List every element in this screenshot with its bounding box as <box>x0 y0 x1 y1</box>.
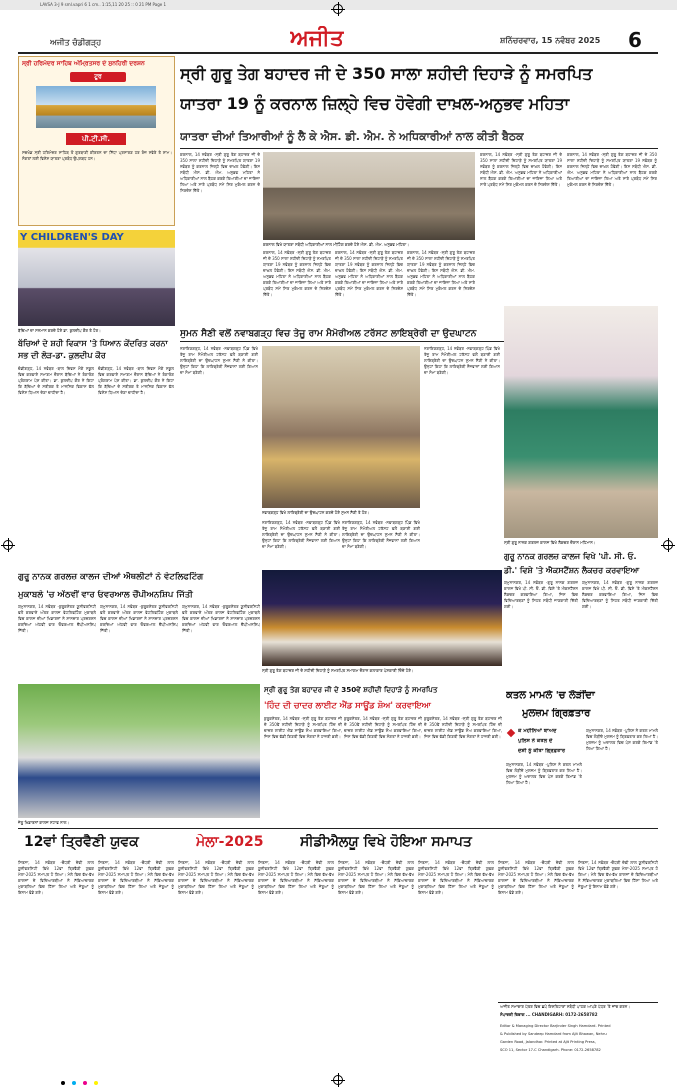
mela-body-4: ਸਿਰਸਾ, 14 ਨਵੰਬਰ -ਚੌਧਰੀ ਦੇਵੀ ਲਾਲ ਯੂਨੀਵਰਸਿਟੀ ਵਿਖੇ 12ਵਾਂ ਤ੍ਰਿਵੈਣੀ ਯੁਵਕ ਮੇਲਾ-2025 ਸਮਾਪਤ ਹੋ ਗਿਆ। ਮੇਲੇ ਵਿਚ ਵੱਖ-ਵੱਖ ਕਾਲਜਾਂ ਦੇ ਵਿਦਿਆਰਥੀਆਂ ਨੇ ਸੱਭਿਆਚਾਰਕ ਮੁਕਾਬਲਿਆਂ ਵਿਚ ਹਿੱਸਾ ਲਿਆ ਅਤੇ ਜੇਤੂਆਂ ਨੂੰ ਇਨਾਮ ਵੰਡੇ ਗਏ। <box>258 860 334 895</box>
lead-body-col-4: ਕਰਨਾਲ, 14 ਨਵੰਬਰ -ਸ੍ਰੀ ਗੁਰੂ ਤੇਗ ਬਹਾਦਰ ਜੀ ਦੇ 350 ਸਾਲਾ ਸ਼ਹੀਦੀ ਦਿਹਾੜੇ ਨੂੰ ਸਮਰਪਿਤ ਯਾਤਰਾ 19 ਨਵੰਬਰ ਨੂੰ ਕਰਨਾਲ ਜ਼ਿਲ੍ਹੇ ਵਿਚ ਦਾਖ਼ਲ ਹੋਵੇਗੀ। ਇਸ ਸਬੰਧੀ ਐਸ. ਡੀ. ਐਮ. ਅਨੁਭਵ ਮਹਿਤਾ ਨੇ ਅਧਿਕਾਰੀਆਂ ਨਾਲ ਬੈਠਕ ਕਰਕੇ ਤਿਆਰੀਆਂ ਦਾ ਜਾਇਜ਼ਾ ਲਿਆ ਅਤੇ ਸਾਰੇ ਪ੍ਰਬੰਧ ਸਮੇਂ ਸਿਰ ਮੁਕੰਮਲ ਕਰਨ ਦੇ ਨਿਰਦੇਸ਼ ਦਿੱਤੇ। <box>407 250 475 297</box>
show-body-2: ਕੁਰੂਕਸ਼ੇਤਰ, 14 ਨਵੰਬਰ -ਸ੍ਰੀ ਗੁਰੂ ਤੇਗ ਬਹਾਦਰ ਜੀ ਦੇ 350ਵੇਂ ਸ਼ਹੀਦੀ ਦਿਹਾੜੇ ਨੂੰ ਸਮਰਪਿਤ ਹਿੰਦ ਦੀ ਚਾਦਰ ਲਾਈਟ ਐਂਡ ਸਾਊਂਡ ਸ਼ੋਅ ਕਰਵਾਇਆ ਗਿਆ, ਜਿਸ ਵਿਚ ਵੱਡੀ ਗਿਣਤੀ ਵਿਚ ਸੰਗਤਾਂ ਨੇ ਹਾਜ਼ਰੀ ਭਰੀ। <box>344 716 422 739</box>
weightlifting-body-2: ਯਮੁਨਾਨਗਰ, 14 ਨਵੰਬਰ -ਕੁਰੂਕਸ਼ੇਤਰ ਯੂਨੀਵਰਸਿਟੀ ਵਲੋਂ ਕਰਵਾਏ ਅੰਤਰ ਕਾਲਜ ਵੇਟਲਿਫਟਿੰਗ ਮੁਕਾਬਲੇ ਵਿਚ ਕਾਲਜ ਦੀਆਂ ਖਿਡਾਰਨਾਂ ਨੇ ਸ਼ਾਨਦਾਰ ਪ੍ਰਦਰਸ਼ਨ ਕਰਦਿਆਂ ਅੱਠਵੀਂ ਵਾਰ ਓਵਰਆਲ ਚੈਂਪੀਅਨਸ਼ਿਪ ਜਿੱਤੀ। <box>100 604 178 633</box>
mela-top-rule <box>18 828 658 829</box>
lead-subhead-rule <box>180 148 658 149</box>
murder-body-1: ਯਮੁਨਾਨਗਰ, 14 ਨਵੰਬਰ -ਪੁਲਿਸ ਨੇ ਕਤਲ ਮਾਮਲੇ ਵਿਚ ਲੋੜੀਂਦੇ ਮੁਲਜ਼ਮ ਨੂੰ ਗ੍ਰਿਫ਼ਤਾਰ ਕਰ ਲਿਆ ਹੈ। ਮੁਲਜ਼ਮ ਨੂੰ ਅਦਾਲਤ ਵਿਚ ਪੇਸ਼ ਕਰਕੇ ਰਿਮਾਂਡ 'ਤੇ ਲਿਆ ਗਿਆ ਹੈ। <box>506 762 582 785</box>
registration-mark-left <box>3 540 13 550</box>
imprint-line-3: Garden Road, Jalandhar. Printed at Ajit Printing Press, <box>500 1040 596 1044</box>
show-headline-1: ਸ੍ਰੀ ਗੁਰੂ ਤੇਗ ਬਹਾਦਰ ਜੀ ਦੇ 350ਵੇਂ ਸ਼ਹੀਦੀ ਦਿਹਾੜੇ ਨੂੰ ਸਮਰਪਿਤ <box>264 685 438 694</box>
childrens-day-body-2: ਚੰਡੀਗੜ੍ਹ, 14 ਨਵੰਬਰ -ਬਾਲ ਦਿਵਸ ਮੌਕੇ ਸਕੂਲ ਵਿਚ ਕਰਵਾਏ ਸਮਾਗਮ ਦੌਰਾਨ ਬੱਚਿਆਂ ਨੇ ਰੰਗਾਰੰਗ ਪ੍ਰੋਗਰਾਮ ਪੇਸ਼ ਕੀਤਾ। ਡਾ. ਕੁਲਦੀਪ ਕੌਰ ਨੇ ਕਿਹਾ ਕਿ ਬੱਚਿਆਂ ਦੇ ਸਰੀਰਕ ਤੇ ਮਾਨਸਿਕ ਵਿਕਾਸ ਵੱਲ ਵਿਸ਼ੇਸ਼ ਧਿਆਨ ਦੇਣਾ ਚਾਹੀਦਾ ਹੈ। <box>98 366 174 395</box>
weightlifting-headline-2: ਮੁਕਾਬਲੇ 'ਚ ਅੱਠਵੀਂ ਵਾਰ ਓਵਰਆਲ ਚੈਂਪੀਅਨਸ਼ਿਪ ਜਿੱਤੀ <box>18 590 193 600</box>
lead-body-col-5: ਕਰਨਾਲ, 14 ਨਵੰਬਰ -ਸ੍ਰੀ ਗੁਰੂ ਤੇਗ ਬਹਾਦਰ ਜੀ ਦੇ 350 ਸਾਲਾ ਸ਼ਹੀਦੀ ਦਿਹਾੜੇ ਨੂੰ ਸਮਰਪਿਤ ਯਾਤਰਾ 19 ਨਵੰਬਰ ਨੂੰ ਕਰਨਾਲ ਜ਼ਿਲ੍ਹੇ ਵਿਚ ਦਾਖ਼ਲ ਹੋਵੇਗੀ। ਇਸ ਸਬੰਧੀ ਐਸ. ਡੀ. ਐਮ. ਅਨੁਭਵ ਮਹਿਤਾ ਨੇ ਅਧਿਕਾਰੀਆਂ ਨਾਲ ਬੈਠਕ ਕਰਕੇ ਤਿਆਰੀਆਂ ਦਾ ਜਾਇਜ਼ਾ ਲਿਆ ਅਤੇ ਸਾਰੇ ਪ੍ਰਬੰਧ ਸਮੇਂ ਸਿਰ ਮੁਕੰਮਲ ਕਰਨ ਦੇ ਨਿਰਦੇਸ਼ ਦਿੱਤੇ। <box>480 152 562 187</box>
imprint-line-1: Editor & Managing Director Barjinder Singh Hamdard. Printed <box>500 1024 611 1028</box>
mela-body-8: ਸਿਰਸਾ, 14 ਨਵੰਬਰ -ਚੌਧਰੀ ਦੇਵੀ ਲਾਲ ਯੂਨੀਵਰਸਿਟੀ ਵਿਖੇ 12ਵਾਂ ਤ੍ਰਿਵੈਣੀ ਯੁਵਕ ਮੇਲਾ-2025 ਸਮਾਪਤ ਹੋ ਗਿਆ। ਮੇਲੇ ਵਿਚ ਵੱਖ-ਵੱਖ ਕਾਲਜਾਂ ਦੇ ਵਿਦਿਆਰਥੀਆਂ ਨੇ ਸੱਭਿਆਚਾਰਕ ਮੁਕਾਬਲਿਆਂ ਵਿਚ ਹਿੱਸਾ ਲਿਆ ਅਤੇ ਜੇਤੂਆਂ ਨੂੰ ਇਨਾਮ ਵੰਡੇ ਗਏ। <box>578 860 658 889</box>
swatch-magenta <box>83 1081 87 1085</box>
show-caption: ਸ੍ਰੀ ਗੁਰੂ ਤੇਗ ਬਹਾਦਰ ਜੀ ਦੇ ਸ਼ਹੀਦੀ ਦਿਹਾੜੇ ਨੂੰ ਸਮਰਪਿਤ ਸਮਾਗਮ ਦੌਰਾਨ ਕਲਾਕਾਰ ਪੇਸ਼ਕਾਰੀ ਦਿੰਦੇ ਹੋਏ। <box>262 668 414 673</box>
lead-meeting-photo <box>263 152 475 240</box>
library-body-4: ਨਰਾਇਣਗੜ੍ਹ, 14 ਨਵੰਬਰ -ਨਵਾਬਗੜ੍ਹ ਪਿੰਡ ਵਿਖੇ ਤੇਜੂ ਰਾਮ ਮੈਮੋਰੀਅਲ ਟਰੱਸਟ ਵਲੋਂ ਬਣਾਈ ਗਈ ਲਾਇਬ੍ਰੇਰੀ ਦਾ ਉਦਘਾਟਨ ਸੁਮਨ ਸੈਣੀ ਨੇ ਕੀਤਾ। ਉਨ੍ਹਾਂ ਕਿਹਾ ਕਿ ਲਾਇਬ੍ਰੇਰੀ ਨੌਜਵਾਨਾਂ ਲਈ ਗਿਆਨ ਦਾ ਸੋਮਾ ਬਣੇਗੀ। <box>424 346 500 375</box>
ad-body: ਸਚਖੰਡ ਸ੍ਰੀ ਹਰਿਮੰਦਰ ਸਾਹਿਬ ਤੋਂ ਗੁਰਬਾਣੀ ਕੀਰਤਨ ਦਾ ਸਿੱਧਾ ਪ੍ਰਸਾਰਣ ਹਰ ਰੋਜ਼ ਸਵੇਰੇ ਤੇ ਸ਼ਾਮ। ਸੰਗਤਾਂ ਲਈ ਵਿਸ਼ੇਸ਼ ਯਾਤਰਾ ਪ੍ਰਬੰਧ ਉਪਲਬਧ ਹਨ। <box>22 150 172 161</box>
registration-mark-right <box>663 540 673 550</box>
show-stage-photo <box>262 570 502 666</box>
mela-headline-mid: ਮੇਲਾ-2025 <box>196 834 264 850</box>
murder-bullet-2: ਪੁਲਿਸ ਨੇ ਕਤਲ ਦੇ <box>518 738 553 744</box>
edition-label: ਅਜੀਤ ਚੰਡੀਗੜ੍ਹ <box>50 38 102 47</box>
mela-body-1: ਸਿਰਸਾ, 14 ਨਵੰਬਰ -ਚੌਧਰੀ ਦੇਵੀ ਲਾਲ ਯੂਨੀਵਰਸਿਟੀ ਵਿਖੇ 12ਵਾਂ ਤ੍ਰਿਵੈਣੀ ਯੁਵਕ ਮੇਲਾ-2025 ਸਮਾਪਤ ਹੋ ਗਿਆ। ਮੇਲੇ ਵਿਚ ਵੱਖ-ਵੱਖ ਕਾਲਜਾਂ ਦੇ ਵਿਦਿਆਰਥੀਆਂ ਨੇ ਸੱਭਿਆਚਾਰਕ ਮੁਕਾਬਲਿਆਂ ਵਿਚ ਹਿੱਸਾ ਲਿਆ ਅਤੇ ਜੇਤੂਆਂ ਨੂੰ ਇਨਾਮ ਵੰਡੇ ਗਏ। <box>18 860 94 895</box>
mela-body-7: ਸਿਰਸਾ, 14 ਨਵੰਬਰ -ਚੌਧਰੀ ਦੇਵੀ ਲਾਲ ਯੂਨੀਵਰਸਿਟੀ ਵਿਖੇ 12ਵਾਂ ਤ੍ਰਿਵੈਣੀ ਯੁਵਕ ਮੇਲਾ-2025 ਸਮਾਪਤ ਹੋ ਗਿਆ। ਮੇਲੇ ਵਿਚ ਵੱਖ-ਵੱਖ ਕਾਲਜਾਂ ਦੇ ਵਿਦਿਆਰਥੀਆਂ ਨੇ ਸੱਭਿਆਚਾਰਕ ਮੁਕਾਬਲਿਆਂ ਵਿਚ ਹਿੱਸਾ ਲਿਆ ਅਤੇ ਜੇਤੂਆਂ ਨੂੰ ਇਨਾਮ ਵੰਡੇ ਗਏ। <box>498 860 574 895</box>
ad-badge-text: ਟੂਰ <box>94 73 102 80</box>
weightlifting-photo <box>18 684 260 818</box>
ad-badge <box>70 72 126 82</box>
pcs-lecture-caption: ਸ੍ਰੀ ਗੁਰੂ ਨਾਨਕ ਗਰਲਜ਼ ਕਾਲਜ ਵਿਖੇ ਲੈਕਚਰ ਦੌਰਾਨ ਮਹਿਮਾਨ। <box>504 540 596 545</box>
printer-strip-text: LAVSA 3-J 9 sml.vapri 6 1 cm.. 1:15,11 20 25 :: 0 21 PM Page 1 <box>40 2 167 7</box>
imprint-line-4: SCO 11, Sector 17-C Chandigarh. Phone: 0172-2658782 <box>500 1048 601 1052</box>
imprint-contact: ਸੰਪਾਦਕੀ ਵਿਭਾਗ ... CHANDIGARH: 0172-2658782 <box>500 1012 598 1017</box>
lead-photo-caption: ਕਰਨਾਲ ਵਿਖੇ ਯਾਤਰਾ ਸਬੰਧੀ ਅਧਿਕਾਰੀਆਂ ਨਾਲ ਮੀਟਿੰਗ ਕਰਦੇ ਹੋਏ ਐਸ. ਡੀ. ਐਮ. ਅਨੁਭਵ ਮਹਿਤਾ। <box>263 242 409 247</box>
mela-body-2: ਸਿਰਸਾ, 14 ਨਵੰਬਰ -ਚੌਧਰੀ ਦੇਵੀ ਲਾਲ ਯੂਨੀਵਰਸਿਟੀ ਵਿਖੇ 12ਵਾਂ ਤ੍ਰਿਵੈਣੀ ਯੁਵਕ ਮੇਲਾ-2025 ਸਮਾਪਤ ਹੋ ਗਿਆ। ਮੇਲੇ ਵਿਚ ਵੱਖ-ਵੱਖ ਕਾਲਜਾਂ ਦੇ ਵਿਦਿਆਰਥੀਆਂ ਨੇ ਸੱਭਿਆਚਾਰਕ ਮੁਕਾਬਲਿਆਂ ਵਿਚ ਹਿੱਸਾ ਲਿਆ ਅਤੇ ਜੇਤੂਆਂ ਨੂੰ ਇਨਾਮ ਵੰਡੇ ਗਏ। <box>98 860 174 895</box>
childrens-day-body-1: ਚੰਡੀਗੜ੍ਹ, 14 ਨਵੰਬਰ -ਬਾਲ ਦਿਵਸ ਮੌਕੇ ਸਕੂਲ ਵਿਚ ਕਰਵਾਏ ਸਮਾਗਮ ਦੌਰਾਨ ਬੱਚਿਆਂ ਨੇ ਰੰਗਾਰੰਗ ਪ੍ਰੋਗਰਾਮ ਪੇਸ਼ ਕੀਤਾ। ਡਾ. ਕੁਲਦੀਪ ਕੌਰ ਨੇ ਕਿਹਾ ਕਿ ਬੱਚਿਆਂ ਦੇ ਸਰੀਰਕ ਤੇ ਮਾਨਸਿਕ ਵਿਕਾਸ ਵੱਲ ਵਿਸ਼ੇਸ਼ ਧਿਆਨ ਦੇਣਾ ਚਾਹੀਦਾ ਹੈ। <box>18 366 94 395</box>
lead-body-col-1: ਕਰਨਾਲ, 14 ਨਵੰਬਰ -ਸ੍ਰੀ ਗੁਰੂ ਤੇਗ ਬਹਾਦਰ ਜੀ ਦੇ 350 ਸਾਲਾ ਸ਼ਹੀਦੀ ਦਿਹਾੜੇ ਨੂੰ ਸਮਰਪਿਤ ਯਾਤਰਾ 19 ਨਵੰਬਰ ਨੂੰ ਕਰਨਾਲ ਜ਼ਿਲ੍ਹੇ ਵਿਚ ਦਾਖ਼ਲ ਹੋਵੇਗੀ। ਇਸ ਸਬੰਧੀ ਐਸ. ਡੀ. ਐਮ. ਅਨੁਭਵ ਮਹਿਤਾ ਨੇ ਅਧਿਕਾਰੀਆਂ ਨਾਲ ਬੈਠਕ ਕਰਕੇ ਤਿਆਰੀਆਂ ਦਾ ਜਾਇਜ਼ਾ ਲਿਆ ਅਤੇ ਸਾਰੇ ਪ੍ਰਬੰਧ ਸਮੇਂ ਸਿਰ ਮੁਕੰਮਲ ਕਰਨ ਦੇ ਨਿਰਦੇਸ਼ ਦਿੱਤੇ। <box>180 152 260 193</box>
lead-headline-2: ਯਾਤਰਾ 19 ਨੂੰ ਕਰਨਾਲ ਜ਼ਿਲ੍ਹੇ ਵਿਚ ਹੋਵੇਗੀ ਦਾਖ਼ਲ-ਅਨੁਭਵ ਮਹਿਤਾ <box>180 94 570 113</box>
childrens-day-headline-text: ਬੱਚਿਆਂ ਦੇ ਸ਼ਹੀ ਵਿਕਾਸ 'ਤੇ ਧਿਆਨ ਕੇਂਦਰਿਤ ਕਰਨਾ ਸਭ ਦੀ ਲੋੜ-ਡਾ. ਕੁਲਦੀਪ ਕੌਰ <box>18 339 168 360</box>
ad-title: ਸ੍ਰੀ ਹਰਿਮੰਦਰ ਸਾਹਿਬ ਅੰਮ੍ਰਿਤਸਰ ਦੇ ਸੁਨਹਿਰੀ ਦਰਸ਼ਨ <box>22 60 145 67</box>
masthead-title: ਅਜੀਤ <box>290 26 344 51</box>
page-number: 6 <box>628 28 642 52</box>
mela-headline-right: ਸੀਡੀਐਲਯੂ ਵਿਖੇ ਹੋਇਆ ਸਮਾਪਤ <box>300 834 472 850</box>
childrens-day-caption: ਬੱਚਿਆਂ ਦਾ ਸਨਮਾਨ ਕਰਦੇ ਹੋਏ ਡਾ. ਕੁਲਦੀਪ ਕੌਰ ਤੇ ਹੋਰ। <box>18 328 101 333</box>
library-body-2: ਨਰਾਇਣਗੜ੍ਹ, 14 ਨਵੰਬਰ -ਨਵਾਬਗੜ੍ਹ ਪਿੰਡ ਵਿਖੇ ਤੇਜੂ ਰਾਮ ਮੈਮੋਰੀਅਲ ਟਰੱਸਟ ਵਲੋਂ ਬਣਾਈ ਗਈ ਲਾਇਬ੍ਰੇਰੀ ਦਾ ਉਦਘਾਟਨ ਸੁਮਨ ਸੈਣੀ ਨੇ ਕੀਤਾ। ਉਨ੍ਹਾਂ ਕਿਹਾ ਕਿ ਲਾਇਬ੍ਰੇਰੀ ਨੌਜਵਾਨਾਂ ਲਈ ਗਿਆਨ ਦਾ ਸੋਮਾ ਬਣੇਗੀ। <box>262 520 340 549</box>
lead-body-col-6: ਕਰਨਾਲ, 14 ਨਵੰਬਰ -ਸ੍ਰੀ ਗੁਰੂ ਤੇਗ ਬਹਾਦਰ ਜੀ ਦੇ 350 ਸਾਲਾ ਸ਼ਹੀਦੀ ਦਿਹਾੜੇ ਨੂੰ ਸਮਰਪਿਤ ਯਾਤਰਾ 19 ਨਵੰਬਰ ਨੂੰ ਕਰਨਾਲ ਜ਼ਿਲ੍ਹੇ ਵਿਚ ਦਾਖ਼ਲ ਹੋਵੇਗੀ। ਇਸ ਸਬੰਧੀ ਐਸ. ਡੀ. ਐਮ. ਅਨੁਭਵ ਮਹਿਤਾ ਨੇ ਅਧਿਕਾਰੀਆਂ ਨਾਲ ਬੈਠਕ ਕਰਕੇ ਤਿਆਰੀਆਂ ਦਾ ਜਾਇਜ਼ਾ ਲਿਆ ਅਤੇ ਸਾਰੇ ਪ੍ਰਬੰਧ ਸਮੇਂ ਸਿਰ ਮੁਕੰਮਲ ਕਰਨ ਦੇ ਨਿਰਦੇਸ਼ ਦਿੱਤੇ। <box>567 152 657 187</box>
weightlifting-body-1: ਯਮੁਨਾਨਗਰ, 14 ਨਵੰਬਰ -ਕੁਰੂਕਸ਼ੇਤਰ ਯੂਨੀਵਰਸਿਟੀ ਵਲੋਂ ਕਰਵਾਏ ਅੰਤਰ ਕਾਲਜ ਵੇਟਲਿਫਟਿੰਗ ਮੁਕਾਬਲੇ ਵਿਚ ਕਾਲਜ ਦੀਆਂ ਖਿਡਾਰਨਾਂ ਨੇ ਸ਼ਾਨਦਾਰ ਪ੍ਰਦਰਸ਼ਨ ਕਰਦਿਆਂ ਅੱਠਵੀਂ ਵਾਰ ਓਵਰਆਲ ਚੈਂਪੀਅਨਸ਼ਿਪ ਜਿੱਤੀ। <box>18 604 96 633</box>
show-body-3: ਕੁਰੂਕਸ਼ੇਤਰ, 14 ਨਵੰਬਰ -ਸ੍ਰੀ ਗੁਰੂ ਤੇਗ ਬਹਾਦਰ ਜੀ ਦੇ 350ਵੇਂ ਸ਼ਹੀਦੀ ਦਿਹਾੜੇ ਨੂੰ ਸਮਰਪਿਤ ਹਿੰਦ ਦੀ ਚਾਦਰ ਲਾਈਟ ਐਂਡ ਸਾਊਂਡ ਸ਼ੋਅ ਕਰਵਾਇਆ ਗਿਆ, ਜਿਸ ਵਿਚ ਵੱਡੀ ਗਿਣਤੀ ਵਿਚ ਸੰਗਤਾਂ ਨੇ ਹਾਜ਼ਰੀ ਭਰੀ। <box>424 716 502 739</box>
murder-headline-2: ਮੁਲਜ਼ਮ ਗ੍ਰਿਫ਼ਤਾਰ <box>522 708 591 719</box>
weightlifting-body-3: ਯਮੁਨਾਨਗਰ, 14 ਨਵੰਬਰ -ਕੁਰੂਕਸ਼ੇਤਰ ਯੂਨੀਵਰਸਿਟੀ ਵਲੋਂ ਕਰਵਾਏ ਅੰਤਰ ਕਾਲਜ ਵੇਟਲਿਫਟਿੰਗ ਮੁਕਾਬਲੇ ਵਿਚ ਕਾਲਜ ਦੀਆਂ ਖਿਡਾਰਨਾਂ ਨੇ ਸ਼ਾਨਦਾਰ ਪ੍ਰਦਰਸ਼ਨ ਕਰਦਿਆਂ ਅੱਠਵੀਂ ਵਾਰ ਓਵਰਆਲ ਚੈਂਪੀਅਨਸ਼ਿਪ ਜਿੱਤੀ। <box>182 604 260 633</box>
pcs-lecture-headline-1: ਗੁਰੂ ਨਾਨਕ ਗਰਲਜ਼ ਕਾਲਜ ਵਿਖੇ 'ਪੀ. ਸੀ. ਓ. <box>504 552 637 561</box>
mela-headline-left: 12ਵਾਂ ਤ੍ਰਿਵੈਣੀ ਯੁਵਕ <box>24 834 139 850</box>
registration-mark-top <box>333 4 343 14</box>
library-headline: ਸੁਮਨ ਸੈਣੀ ਵਲੋਂ ਨਵਾਬਗੜ੍ਹ ਵਿਚ ਤੇਜੂ ਰਾਮ ਮੈਮੋਰੀਅਲ ਟਰੱਸਟ ਲਾਇਬ੍ਰੇਰੀ ਦਾ ਉਦਘਾਟਨ <box>180 328 477 339</box>
murder-headline-1: ਕਤਲ ਮਾਮਲੇ 'ਚ ਲੋੜੀਂਦਾ <box>506 690 595 701</box>
ad-brand-box <box>66 133 126 145</box>
issue-date: ਸ਼ਨਿੱਚਰਵਾਰ, 15 ਨਵੰਬਰ 2025 <box>500 36 601 45</box>
pcs-lecture-photo <box>504 306 658 538</box>
pcs-lecture-headline-2: ਡੀ.' ਵਿਸ਼ੇ 'ਤੇ ਐਕਸਟੈਂਸ਼ਨ ਲੈਕਚਰ ਕਰਵਾਇਆ <box>504 566 640 575</box>
mela-body-5: ਸਿਰਸਾ, 14 ਨਵੰਬਰ -ਚੌਧਰੀ ਦੇਵੀ ਲਾਲ ਯੂਨੀਵਰਸਿਟੀ ਵਿਖੇ 12ਵਾਂ ਤ੍ਰਿਵੈਣੀ ਯੁਵਕ ਮੇਲਾ-2025 ਸਮਾਪਤ ਹੋ ਗਿਆ। ਮੇਲੇ ਵਿਚ ਵੱਖ-ਵੱਖ ਕਾਲਜਾਂ ਦੇ ਵਿਦਿਆਰਥੀਆਂ ਨੇ ਸੱਭਿਆਚਾਰਕ ਮੁਕਾਬਲਿਆਂ ਵਿਚ ਹਿੱਸਾ ਲਿਆ ਅਤੇ ਜੇਤੂਆਂ ਨੂੰ ਇਨਾਮ ਵੰਡੇ ਗਏ। <box>338 860 414 895</box>
swatch-yellow <box>94 1081 98 1085</box>
lead-subhead: ਯਾਤਰਾ ਦੀਆਂ ਤਿਆਰੀਆਂ ਨੂੰ ਲੈ ਕੇ ਐਸ. ਡੀ. ਐਮ. ਨੇ ਅਧਿਕਾਰੀਆਂ ਨਾਲ ਕੀਤੀ ਬੈਠਕ <box>180 130 524 143</box>
imprint-line-2: & Published by Sandeep Hamdard from Ajit Bhawan, Nehru <box>500 1032 607 1036</box>
show-body-1: ਕੁਰੂਕਸ਼ੇਤਰ, 14 ਨਵੰਬਰ -ਸ੍ਰੀ ਗੁਰੂ ਤੇਗ ਬਹਾਦਰ ਜੀ ਦੇ 350ਵੇਂ ਸ਼ਹੀਦੀ ਦਿਹਾੜੇ ਨੂੰ ਸਮਰਪਿਤ ਹਿੰਦ ਦੀ ਚਾਦਰ ਲਾਈਟ ਐਂਡ ਸਾਊਂਡ ਸ਼ੋਅ ਕਰਵਾਇਆ ਗਿਆ, ਜਿਸ ਵਿਚ ਵੱਡੀ ਗਿਣਤੀ ਵਿਚ ਸੰਗਤਾਂ ਨੇ ਹਾਜ਼ਰੀ ਭਰੀ। <box>264 716 342 739</box>
pcs-lecture-body-2: ਯਮੁਨਾਨਗਰ, 14 ਨਵੰਬਰ -ਗੁਰੂ ਨਾਨਕ ਗਰਲਜ਼ ਕਾਲਜ ਵਿਖੇ ਪੀ. ਸੀ. ਓ. ਡੀ. ਵਿਸ਼ੇ 'ਤੇ ਐਕਸਟੈਂਸ਼ਨ ਲੈਕਚਰ ਕਰਵਾਇਆ ਗਿਆ, ਜਿਸ ਵਿਚ ਵਿਦਿਆਰਥਣਾਂ ਨੂੰ ਸਿਹਤ ਸਬੰਧੀ ਜਾਣਕਾਰੀ ਦਿੱਤੀ ਗਈ। <box>582 580 658 609</box>
childrens-day-banner: Y CHILDREN'S DAY <box>20 232 124 243</box>
murder-bullet-icon <box>507 729 515 737</box>
childrens-day-headline <box>18 338 175 362</box>
library-caption: ਨਵਾਬਗੜ੍ਹ ਵਿਖੇ ਲਾਇਬ੍ਰੇਰੀ ਦਾ ਉਦਘਾਟਨ ਕਰਦੇ ਹੋਏ ਸੁਮਨ ਸੈਣੀ ਤੇ ਹੋਰ। <box>262 510 370 515</box>
masthead-rule <box>18 52 658 54</box>
mela-body-3: ਸਿਰਸਾ, 14 ਨਵੰਬਰ -ਚੌਧਰੀ ਦੇਵੀ ਲਾਲ ਯੂਨੀਵਰਸਿਟੀ ਵਿਖੇ 12ਵਾਂ ਤ੍ਰਿਵੈਣੀ ਯੁਵਕ ਮੇਲਾ-2025 ਸਮਾਪਤ ਹੋ ਗਿਆ। ਮੇਲੇ ਵਿਚ ਵੱਖ-ਵੱਖ ਕਾਲਜਾਂ ਦੇ ਵਿਦਿਆਰਥੀਆਂ ਨੇ ਸੱਭਿਆਚਾਰਕ ਮੁਕਾਬਲਿਆਂ ਵਿਚ ਹਿੱਸਾ ਲਿਆ ਅਤੇ ਜੇਤੂਆਂ ਨੂੰ ਇਨਾਮ ਵੰਡੇ ਗਏ। <box>178 860 254 895</box>
lead-headline-1: ਸ੍ਰੀ ਗੁਰੂ ਤੇਗ ਬਹਾਦਰ ਜੀ ਦੇ 350 ਸਾਲਾ ਸ਼ਹੀਦੀ ਦਿਹਾੜੇ ਨੂੰ ਸਮਰਪਿਤ <box>180 64 593 83</box>
murder-body-2: ਯਮੁਨਾਨਗਰ, 14 ਨਵੰਬਰ -ਪੁਲਿਸ ਨੇ ਕਤਲ ਮਾਮਲੇ ਵਿਚ ਲੋੜੀਂਦੇ ਮੁਲਜ਼ਮ ਨੂੰ ਗ੍ਰਿਫ਼ਤਾਰ ਕਰ ਲਿਆ ਹੈ। ਮੁਲਜ਼ਮ ਨੂੰ ਅਦਾਲਤ ਵਿਚ ਪੇਸ਼ ਕਰਕੇ ਰਿਮਾਂਡ 'ਤੇ ਲਿਆ ਗਿਆ ਹੈ। <box>586 728 658 751</box>
murder-bullet-3: ਦੋਸ਼ੀ ਨੂੰ ਕੀਤਾ ਗ੍ਰਿਫ਼ਤਾਰ <box>518 748 566 754</box>
color-bar <box>60 1070 620 1078</box>
lead-body-col-3: ਕਰਨਾਲ, 14 ਨਵੰਬਰ -ਸ੍ਰੀ ਗੁਰੂ ਤੇਗ ਬਹਾਦਰ ਜੀ ਦੇ 350 ਸਾਲਾ ਸ਼ਹੀਦੀ ਦਿਹਾੜੇ ਨੂੰ ਸਮਰਪਿਤ ਯਾਤਰਾ 19 ਨਵੰਬਰ ਨੂੰ ਕਰਨਾਲ ਜ਼ਿਲ੍ਹੇ ਵਿਚ ਦਾਖ਼ਲ ਹੋਵੇਗੀ। ਇਸ ਸਬੰਧੀ ਐਸ. ਡੀ. ਐਮ. ਅਨੁਭਵ ਮਹਿਤਾ ਨੇ ਅਧਿਕਾਰੀਆਂ ਨਾਲ ਬੈਠਕ ਕਰਕੇ ਤਿਆਰੀਆਂ ਦਾ ਜਾਇਜ਼ਾ ਲਿਆ ਅਤੇ ਸਾਰੇ ਪ੍ਰਬੰਧ ਸਮੇਂ ਸਿਰ ਮੁਕੰਮਲ ਕਰਨ ਦੇ ਨਿਰਦੇਸ਼ ਦਿੱਤੇ। <box>335 250 403 297</box>
library-body-1: ਨਰਾਇਣਗੜ੍ਹ, 14 ਨਵੰਬਰ -ਨਵਾਬਗੜ੍ਹ ਪਿੰਡ ਵਿਖੇ ਤੇਜੂ ਰਾਮ ਮੈਮੋਰੀਅਲ ਟਰੱਸਟ ਵਲੋਂ ਬਣਾਈ ਗਈ ਲਾਇਬ੍ਰੇਰੀ ਦਾ ਉਦਘਾਟਨ ਸੁਮਨ ਸੈਣੀ ਨੇ ਕੀਤਾ। ਉਨ੍ਹਾਂ ਕਿਹਾ ਕਿ ਲਾਇਬ੍ਰੇਰੀ ਨੌਜਵਾਨਾਂ ਲਈ ਗਿਆਨ ਦਾ ਸੋਮਾ ਬਣੇਗੀ। <box>180 346 258 375</box>
weightlifting-caption: ਜੇਤੂ ਖਿਡਾਰਨਾਂ ਕਾਲਜ ਸਟਾਫ ਨਾਲ। <box>18 820 70 825</box>
golden-temple-photo <box>36 86 156 128</box>
show-headline-2: 'ਹਿੰਦ ਦੀ ਚਾਦਰ ਲਾਈਟ ਐਂਡ ਸਾਊਂਡ ਸ਼ੋਅ' ਕਰਵਾਇਆ <box>264 700 431 710</box>
childrens-day-photo <box>18 230 175 326</box>
swatch-cyan <box>72 1081 76 1085</box>
ad-brand-text: ਪੀ.ਟੀ.ਸੀ. <box>82 135 110 143</box>
library-inauguration-photo <box>262 346 420 508</box>
imprint-note: ਅਜੀਤ ਸਮਾਚਾਰ ਪੱਤਰ ਵਿਚ ਛਪੇ ਇਸ਼ਤਿਹਾਰਾਂ ਸਬੰਧੀ ਪਾਠਕ ਆਪਣੇ ਪੱਧਰ 'ਤੇ ਜਾਂਚ ਕਰਨ। <box>500 1004 630 1009</box>
swatch-black <box>61 1081 65 1085</box>
library-body-3: ਨਰਾਇਣਗੜ੍ਹ, 14 ਨਵੰਬਰ -ਨਵਾਬਗੜ੍ਹ ਪਿੰਡ ਵਿਖੇ ਤੇਜੂ ਰਾਮ ਮੈਮੋਰੀਅਲ ਟਰੱਸਟ ਵਲੋਂ ਬਣਾਈ ਗਈ ਲਾਇਬ੍ਰੇਰੀ ਦਾ ਉਦਘਾਟਨ ਸੁਮਨ ਸੈਣੀ ਨੇ ਕੀਤਾ। ਉਨ੍ਹਾਂ ਕਿਹਾ ਕਿ ਲਾਇਬ੍ਰੇਰੀ ਨੌਜਵਾਨਾਂ ਲਈ ਗਿਆਨ ਦਾ ਸੋਮਾ ਬਣੇਗੀ। <box>342 520 420 549</box>
pcs-lecture-body-1: ਯਮੁਨਾਨਗਰ, 14 ਨਵੰਬਰ -ਗੁਰੂ ਨਾਨਕ ਗਰਲਜ਼ ਕਾਲਜ ਵਿਖੇ ਪੀ. ਸੀ. ਓ. ਡੀ. ਵਿਸ਼ੇ 'ਤੇ ਐਕਸਟੈਂਸ਼ਨ ਲੈਕਚਰ ਕਰਵਾਇਆ ਗਿਆ, ਜਿਸ ਵਿਚ ਵਿਦਿਆਰਥਣਾਂ ਨੂੰ ਸਿਹਤ ਸਬੰਧੀ ਜਾਣਕਾਰੀ ਦਿੱਤੀ ਗਈ। <box>504 580 578 609</box>
weightlifting-headline-1: ਗੁਰੂ ਨਾਨਕ ਗਰਲਜ਼ ਕਾਲਜ ਦੀਆਂ ਐਥਲੀਟਾਂ ਨੇ ਵੇਟਲਿਫਟਿੰਗ <box>18 572 204 582</box>
library-rule <box>180 341 520 342</box>
lead-body-col-2: ਕਰਨਾਲ, 14 ਨਵੰਬਰ -ਸ੍ਰੀ ਗੁਰੂ ਤੇਗ ਬਹਾਦਰ ਜੀ ਦੇ 350 ਸਾਲਾ ਸ਼ਹੀਦੀ ਦਿਹਾੜੇ ਨੂੰ ਸਮਰਪਿਤ ਯਾਤਰਾ 19 ਨਵੰਬਰ ਨੂੰ ਕਰਨਾਲ ਜ਼ਿਲ੍ਹੇ ਵਿਚ ਦਾਖ਼ਲ ਹੋਵੇਗੀ। ਇਸ ਸਬੰਧੀ ਐਸ. ਡੀ. ਐਮ. ਅਨੁਭਵ ਮਹਿਤਾ ਨੇ ਅਧਿਕਾਰੀਆਂ ਨਾਲ ਬੈਠਕ ਕਰਕੇ ਤਿਆਰੀਆਂ ਦਾ ਜਾਇਜ਼ਾ ਲਿਆ ਅਤੇ ਸਾਰੇ ਪ੍ਰਬੰਧ ਸਮੇਂ ਸਿਰ ਮੁਕੰਮਲ ਕਰਨ ਦੇ ਨਿਰਦੇਸ਼ ਦਿੱਤੇ। <box>263 250 331 297</box>
murder-bullet-1: ਕੋ ਮਹੀਨਿਆਂ ਬਾਅਦ <box>518 728 557 734</box>
mela-body-6: ਸਿਰਸਾ, 14 ਨਵੰਬਰ -ਚੌਧਰੀ ਦੇਵੀ ਲਾਲ ਯੂਨੀਵਰਸਿਟੀ ਵਿਖੇ 12ਵਾਂ ਤ੍ਰਿਵੈਣੀ ਯੁਵਕ ਮੇਲਾ-2025 ਸਮਾਪਤ ਹੋ ਗਿਆ। ਮੇਲੇ ਵਿਚ ਵੱਖ-ਵੱਖ ਕਾਲਜਾਂ ਦੇ ਵਿਦਿਆਰਥੀਆਂ ਨੇ ਸੱਭਿਆਚਾਰਕ ਮੁਕਾਬਲਿਆਂ ਵਿਚ ਹਿੱਸਾ ਲਿਆ ਅਤੇ ਜੇਤੂਆਂ ਨੂੰ ਇਨਾਮ ਵੰਡੇ ਗਏ। <box>418 860 494 895</box>
